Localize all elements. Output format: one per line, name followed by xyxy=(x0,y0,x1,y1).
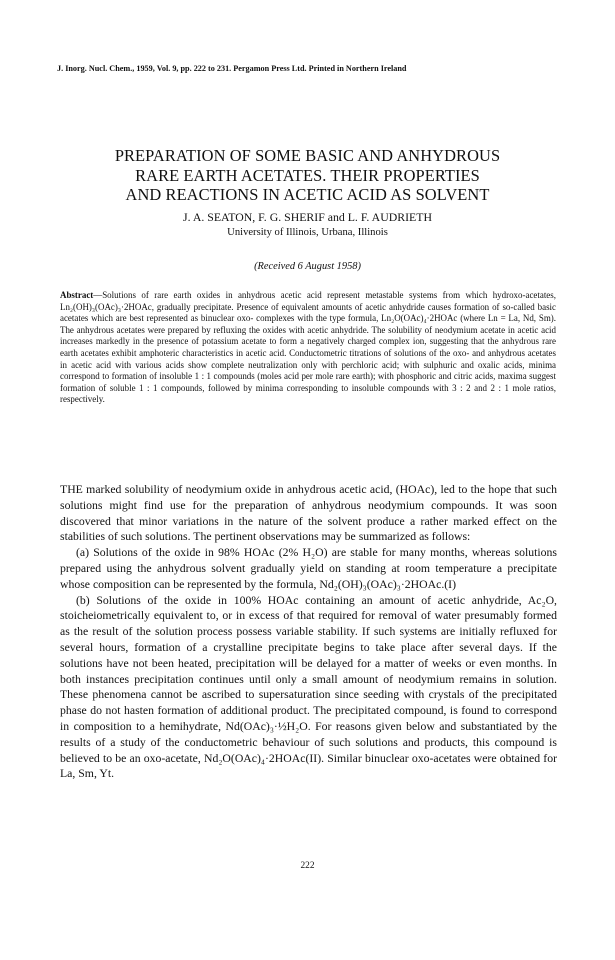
title-line-2: RARE EARTH ACETATES. THEIR PROPERTIES xyxy=(135,165,480,185)
paragraph-a: (a) Solutions of the oxide in 98% HOAc (2% H₂O) are stable for many months, whereas solutions prepared using the anhydrous solvent gradually yield on standing at room temperature a precipitate whose composition can be represented by the formula, Nd₂(OH)₃(OAc)₃·2HOAc.(I) xyxy=(60,546,557,591)
page-number: 222 xyxy=(300,861,315,871)
affiliation: University of Illinois, Urbana, Illinois xyxy=(227,227,388,238)
drop-letter: T xyxy=(60,483,68,496)
author-3-surname: UDRIETH xyxy=(380,210,432,224)
author-1-initial: J. A. S xyxy=(183,210,214,224)
author-2-surname: HERIF xyxy=(290,210,325,224)
author-separator-1: , F. G. S xyxy=(252,210,291,224)
paragraph-intro xyxy=(60,482,557,545)
author-1-surname: EATON xyxy=(213,210,253,224)
received-date: (Received 6 August 1958) xyxy=(254,261,361,272)
abstract-text: —Solutions of rare earth oxides in anhydrous acetic acid represent metastable systems from which hydroxo-acetates, Ln₂(OH)₃(OAc)₃·2HOAc, gradually precipitate. Presence of equivalent amounts of acetic anhydride causes formation of so-called basic acetates which are best represented as binuclear oxo- complexes with the type formula, Ln₂O(OAc)₄·2HOAc (where Ln = La, Nd, Sm). The anhydrous acetates were prepared by refluxing the oxides with acetic anhydride. The solubility of neodymium acetate in acetic acid increases markedly in the presence of potassium acetate to form a negatively charged complex ion, suggesting that the anhydrous rare earth acetates exhibit amphoteric characteristics in acetic acid. Conductometric titrations of solutions of the oxo- and anhydrous acetates in acetic acid with various acids show complete neutralization only with perchloric acid; with sulphuric and oxalic acids, minima correspond to formation of insoluble 1 : 1 compounds (moles acid per mole rare earth); with phosphoric and citric acids, maxima suggest formation of soluble 1 : 1 compounds, followed by minima corresponding to insoluble compounds with 3 : 2 and 2 : 1 mole ratios, respectively. xyxy=(60,290,556,405)
abstract-label: Abstract xyxy=(60,290,94,300)
title-line-3: AND REACTIONS IN ACETIC ACID AS SOLVENT xyxy=(125,185,490,204)
lead-in-smallcaps: HE xyxy=(67,483,83,496)
article-title xyxy=(60,146,555,205)
journal-citation-header: J. Inorg. Nucl. Chem., 1959, Vol. 9, pp. 222 to 231. Pergamon Press Ltd. Printed in Northern Ireland xyxy=(57,64,407,73)
author-list xyxy=(60,210,555,224)
body-text xyxy=(60,482,557,782)
paragraph-b: (b) Solutions of the oxide in 100% HOAc containing an amount of acetic anhydride, Ac₂O, stoicheiometrically equivalent to, or in excess of that required for removal of water presumably formed as the result of the solution process possess variable stability. If such systems are initially refluxed for several hours, formation of a crystalline precipitate begins to take place after several days. If the solutions have not been heated, precipitation will be delayed for a matter of weeks or even months. In both instances precipitation continues until only a small amount of neodymium remains in solution. These phenomena cannot be ascribed to supersaturation since seeding with crystals of the precipitated phase do not hasten formation of additional product. The precipitated compound, is found to correspond in composition to a hemihydrate, Nd(OAc)₃·½H₂O. For reasons given below and substantiated by the results of a study of the conductometric behaviour of such solutions and products, this compound is believed to be an oxo-acetate, Nd₂O(OAc)₄·2HOAc(II). Similar binuclear oxo-acetates were obtained for La, Sm, Yt. xyxy=(60,593,557,781)
author-separator-2: and L. F. A xyxy=(324,210,381,224)
paragraph-intro-text: marked solubility of neodymium oxide in anhydrous acetic acid, (HOAc), led to the hope that such solutions might find use for the preparation of anhydrous neodymium compounds. It was soon discovered that minor variations in the nature of the solvent produce a rather marked effect on the stabilities of such solutions. The pertinent observations may be summarized as follows: xyxy=(60,483,557,544)
abstract xyxy=(60,290,556,406)
title-line-1: PREPARATION OF SOME BASIC AND ANHYDROUS xyxy=(114,146,501,165)
